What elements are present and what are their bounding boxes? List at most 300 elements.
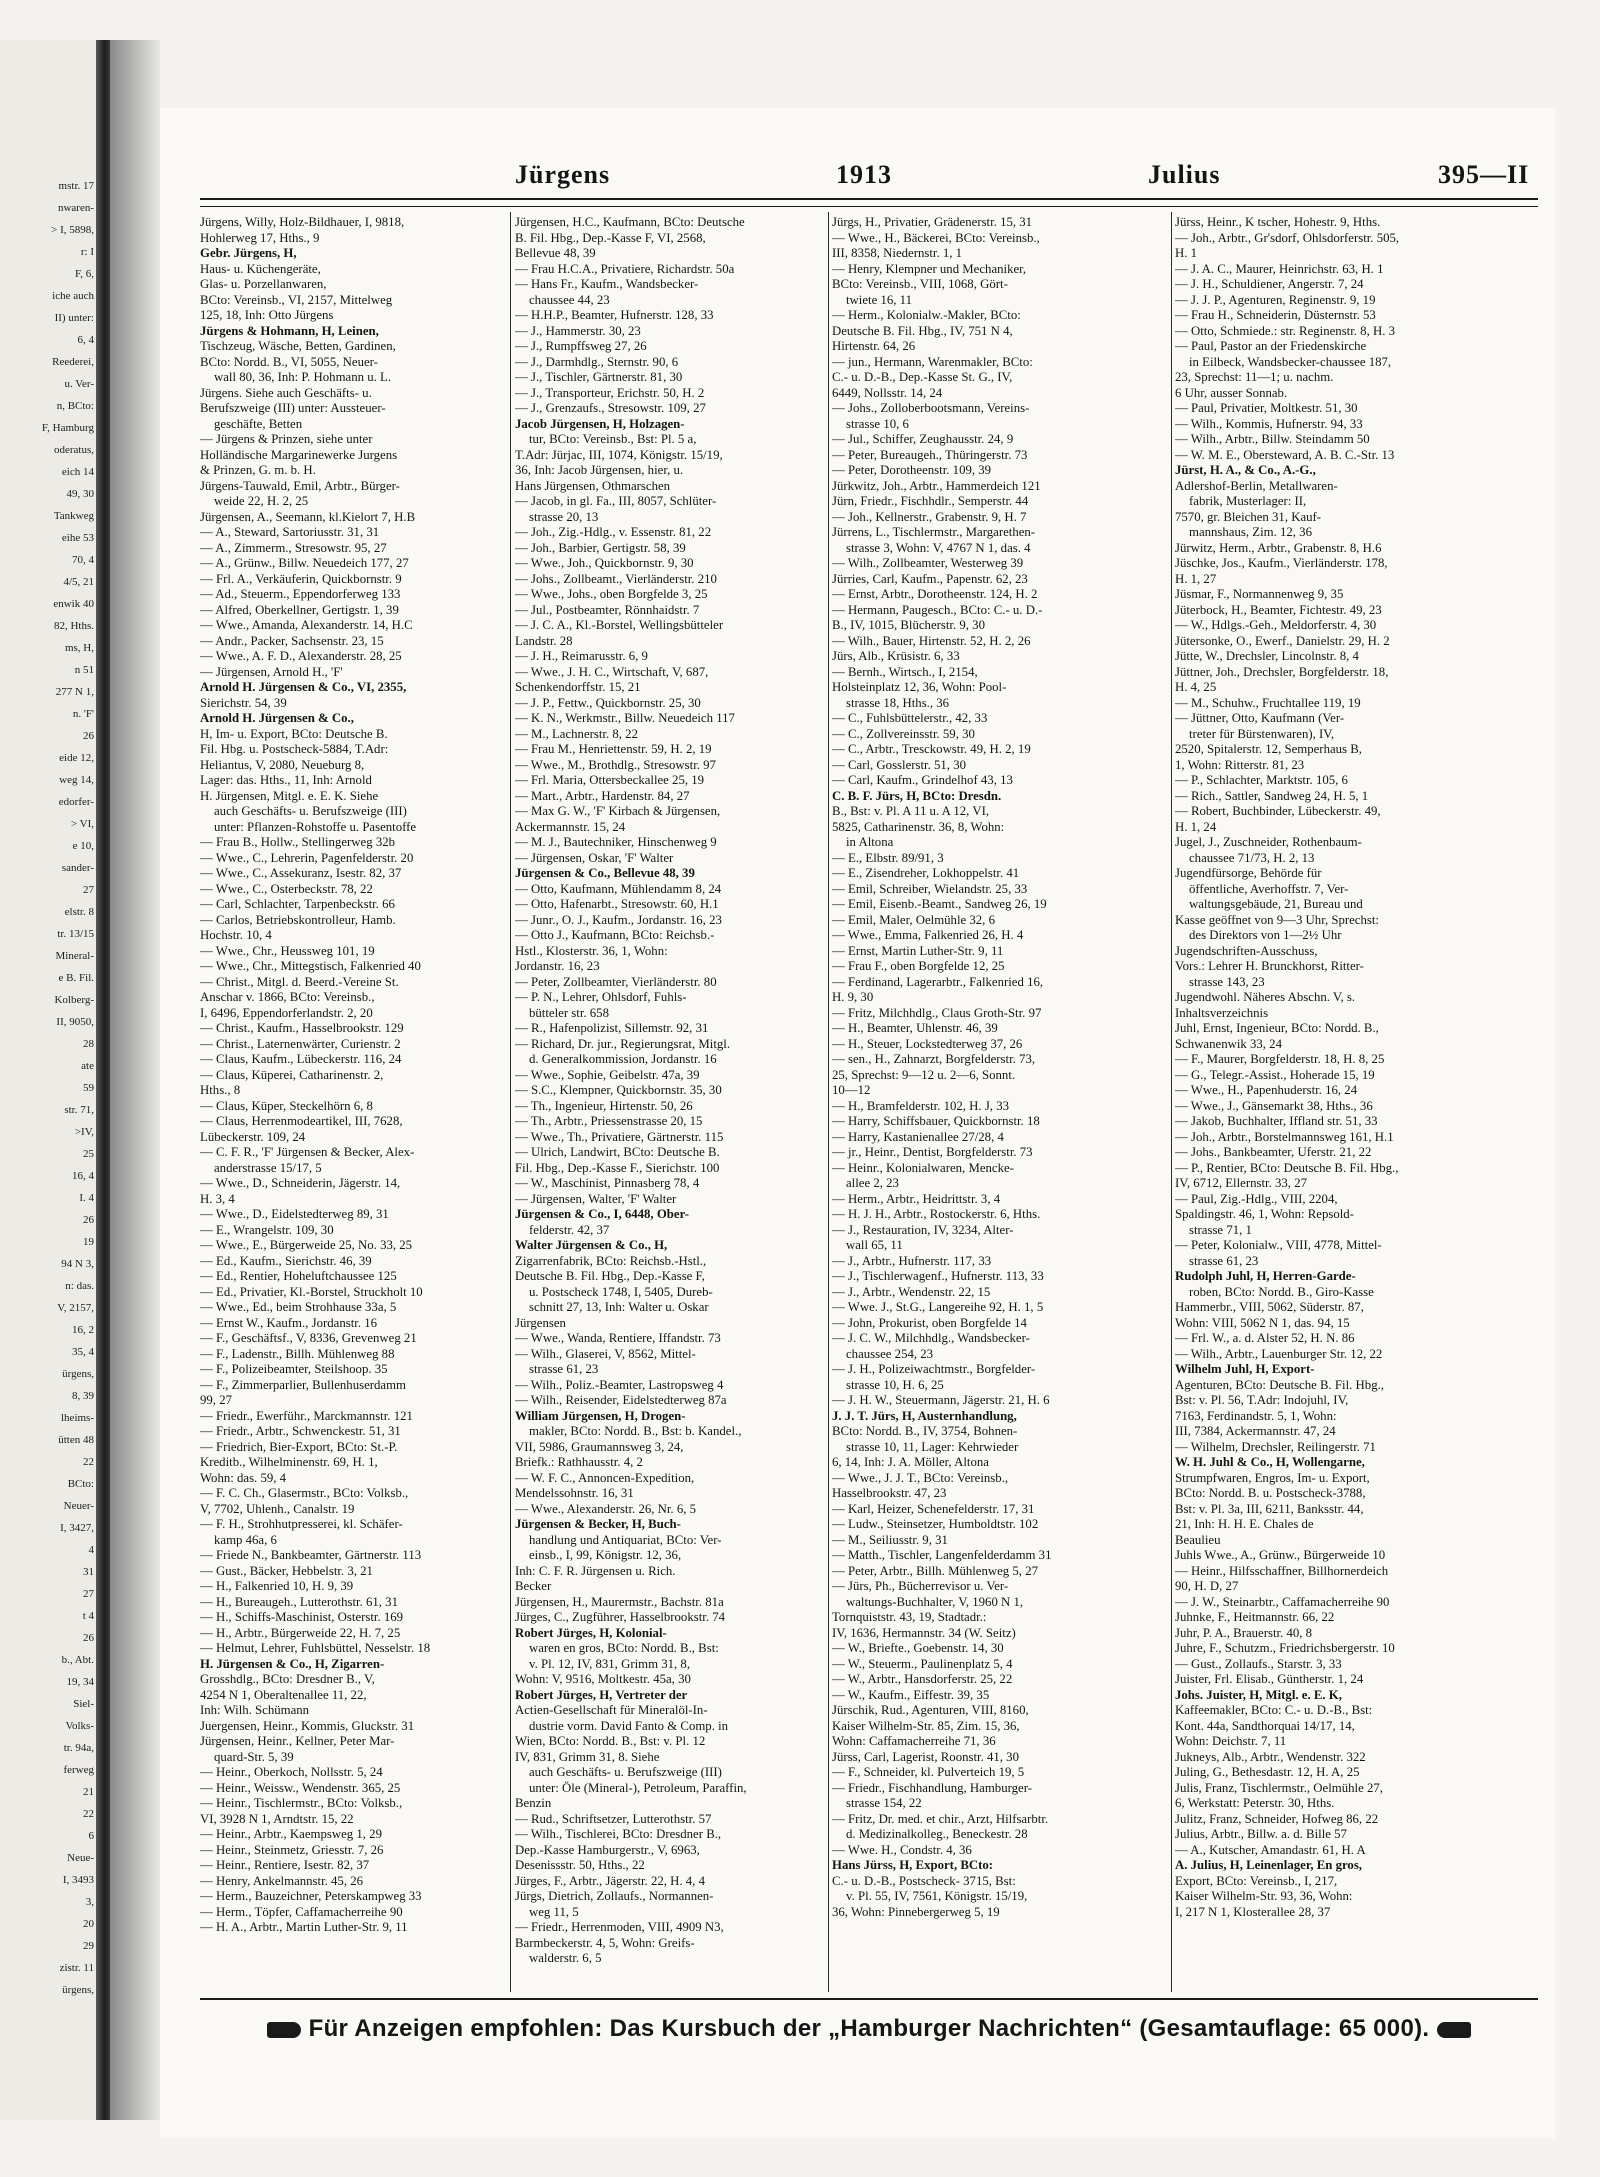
directory-entry-line: chaussee 71/73, H. 2, 13	[1189, 850, 1315, 865]
directory-entry-line: — Wwe., Emma, Falkenried 26, H. 4	[832, 928, 1024, 942]
header-left-name: Jürgens	[515, 160, 611, 189]
previous-page-text: 26	[83, 1632, 94, 1644]
directory-entry-line: — Wwe., Johs., oben Borgfelde 3, 25	[515, 587, 708, 601]
directory-entry-line: — Ed., Kaufm., Sierichstr. 46, 39	[200, 1253, 372, 1268]
directory-entry-line: Jacob Jürgensen, H, Holzagen-	[515, 416, 685, 431]
directory-entry-line: William Jürgensen, H, Drogen-	[515, 1408, 686, 1423]
page-curl-shadow	[110, 40, 160, 2120]
previous-page-text: 27	[83, 1588, 94, 1600]
previous-page-text: I, 3493	[62, 1874, 94, 1886]
directory-entry-line: W. H. Juhl & Co., H, Wollengarne,	[1175, 1455, 1365, 1469]
directory-entry-line: Kasse geöffnet von 9—3 Uhr, Sprechst:	[1175, 912, 1379, 927]
directory-entry-line: 25, Sprechst: 9—12 u. 2—6, Sonnt.	[832, 1067, 1016, 1082]
directory-entry-line: 5825, Catharinenstr. 36, 8, Wohn:	[832, 819, 1005, 834]
directory-entry-line: Hstl., Klosterstr. 36, 1, Wohn:	[515, 943, 668, 958]
directory-entry-line: — E., Elbstr. 89/91, 3	[832, 850, 944, 865]
previous-page-text: F, Hamburg	[41, 422, 94, 434]
header-year: 1913	[836, 160, 892, 189]
directory-entry-line: Barmbeckerstr. 4, 5, Wohn: Greifs-	[515, 1935, 695, 1950]
directory-entry-line: — H., Schiffs-Maschinist, Osterstr. 169	[200, 1610, 404, 1624]
directory-entry-line: Jütte, W., Drechsler, Lincolnstr. 8, 4	[1175, 649, 1359, 663]
directory-entry-line: Jüschke, Jos., Kaufm., Vierländerstr. 178,	[1175, 556, 1388, 570]
previous-page-text: ütten 48	[58, 1434, 94, 1446]
directory-entry-line: B. Fil. Hbg., Dep.-Kasse F, VI, 2568,	[515, 230, 706, 245]
directory-entry-line: 6 Uhr, ausser Sonnab.	[1175, 385, 1288, 400]
directory-entry-line: — Frau H.C.A., Privatiere, Richardstr. 50a	[515, 261, 735, 276]
previous-page-text: ferweg	[63, 1764, 94, 1776]
directory-entry-line: — Wwe., Ed., beim Strohhause 33a, 5	[200, 1300, 397, 1314]
directory-entry-line: — Hans Fr., Kaufm., Wandsbecker-	[515, 277, 699, 291]
previous-page-text: n 51	[74, 664, 94, 676]
directory-entry-line: — W., Arbtr., Hansdorferstr. 25, 22	[832, 1672, 1013, 1686]
directory-entry-line: — Herm., Arbtr., Heidrittstr. 3, 4	[832, 1191, 1001, 1206]
directory-entry-line: — Jakob, Buchhalter, Iffland str. 51, 33	[1175, 1114, 1378, 1128]
directory-entry-line: — Joh., Barbier, Gertigstr. 58, 39	[515, 540, 686, 555]
footer-rule	[200, 1998, 1538, 2000]
directory-entry-line: waltungsgebäude, 21, Bureau und	[1189, 897, 1363, 911]
directory-column-2	[515, 215, 825, 1990]
directory-entry-line: Wohn: Deichstr. 7, 11	[1175, 1734, 1287, 1748]
directory-entry-line: Jürschik, Rud., Agenturen, VIII, 8160,	[832, 1703, 1029, 1717]
directory-entry-line: — W., Hdlgs.-Geh., Meldorferstr. 4, 30	[1175, 618, 1377, 632]
directory-entry-line: — W., Steuerm., Paulinenplatz 5, 4	[832, 1656, 1013, 1671]
previous-page-text: n. 'F'	[72, 708, 94, 720]
directory-entry-line: — Bernh., Wirtsch., I, 2154,	[832, 664, 978, 679]
directory-entry-line: Hochstr. 10, 4	[200, 928, 272, 942]
directory-entry-line: Schwanenwik 33, 24	[1175, 1036, 1282, 1051]
directory-entry-line: strasse 18, Hths., 36	[846, 695, 950, 710]
directory-entry-line: Fil. Hbg., Dep.-Kasse F., Sierichstr. 100	[515, 1160, 720, 1175]
directory-entry-line: — Wilh., Poliz.-Beamter, Lastropsweg 4	[515, 1377, 724, 1392]
directory-entry-line: — W. F. C., Annoncen-Expedition,	[515, 1470, 695, 1485]
directory-entry-line: — J., Rumpffsweg 27, 26	[515, 339, 647, 353]
directory-entry-line: — Wwe., J., Gänsemarkt 38, Hths., 36	[1175, 1098, 1373, 1113]
directory-entry-line: — Junr., O. J., Kaufm., Jordanstr. 16, 23	[515, 912, 722, 927]
directory-entry-line: Zigarrenfabrik, BCto: Reichsb.-Hstl.,	[515, 1253, 707, 1268]
directory-entry-line: — Wwe., D., Eidelstedterweg 89, 31	[200, 1207, 389, 1221]
directory-entry-line: Juhre, F., Schutzm., Friedrichsbergerstr. 10	[1175, 1641, 1395, 1655]
previous-page-text: 19	[83, 1236, 94, 1248]
page-number: 395—II	[1438, 160, 1530, 189]
directory-entry-line: des Direktors von 1—2½ Uhr	[1189, 928, 1342, 942]
directory-entry-line: Actien-Gesellschaft für Mineralöl-In-	[515, 1703, 708, 1717]
directory-entry-line: — Heinr., Tischlermstr., BCto: Volksb.,	[200, 1796, 403, 1810]
directory-entry-line: 99, 27	[200, 1393, 232, 1407]
directory-entry-line: Heliantus, V, 2080, Neueburg 8,	[200, 757, 365, 772]
directory-entry-line: strasse 10, 6	[846, 416, 909, 431]
directory-entry-line: — Wwe., Amanda, Alexanderstr. 14, H.C	[200, 618, 413, 632]
directory-entry-line: Jürgensen & Becker, H, Buch-	[515, 1517, 681, 1531]
directory-entry-line: in Eilbeck, Wandsbecker-chaussee 187,	[1189, 354, 1392, 369]
previous-page-text: 4	[88, 1544, 94, 1556]
previous-page-text: nwaren-	[57, 202, 94, 214]
directory-entry-line: — Wwe., Th., Privatiere, Gärtnerstr. 115	[515, 1129, 724, 1144]
directory-entry-line: — C., Fuhlsbüttelerstr., 42, 33	[832, 711, 988, 725]
directory-entry-line: Jugel, J., Zuschneider, Rothenbaum-	[1175, 835, 1362, 849]
directory-entry-line: — Heinr., Hilfsschaffner, Billhornerdeich	[1175, 1563, 1389, 1578]
directory-entry-line: — Peter, Kolonialw., VIII, 4778, Mittel-	[1175, 1238, 1382, 1252]
directory-entry-line: — J., Arbtr., Hufnerstr. 117, 33	[832, 1253, 992, 1268]
directory-entry-line: — Jürgensen, Oskar, 'F' Walter	[515, 850, 674, 865]
previous-page-text: ürgens,	[62, 1368, 94, 1380]
previous-page-text: 22	[83, 1456, 94, 1468]
directory-entry-line: BCto: Vereinsb., VI, 2157, Mittelweg	[200, 292, 393, 307]
directory-entry-line: — Wwe., H., Bäckerei, BCto: Vereinsb.,	[832, 230, 1040, 245]
directory-entry-line: — H., Beamter, Uhlenstr. 46, 39	[832, 1021, 998, 1035]
previous-page-text: eihe 53	[61, 532, 94, 544]
directory-entry-line: — J. P., Fettw., Quickbornstr. 25, 30	[515, 695, 701, 710]
previous-page-text: Kolberg-	[54, 994, 94, 1006]
directory-entry-line: wall 80, 36, Inh: P. Hohmann u. L.	[214, 370, 392, 384]
directory-entry-line: — J., Tischler, Gärtnerstr. 81, 30	[515, 370, 683, 384]
directory-entry-line: — J., Transporteur, Erichstr. 50, H. 2	[515, 385, 705, 400]
directory-entry-line: bütteler str. 658	[529, 1005, 609, 1020]
directory-entry-line: strasse 143, 23	[1189, 974, 1265, 989]
header-rule	[200, 198, 1538, 200]
directory-entry-line: — A., Grünw., Billw. Neuedeich 177, 27	[200, 556, 409, 570]
directory-entry-line: — Joh., Arbtr., Gr'sdorf, Ohlsdorferstr. 505,	[1175, 230, 1400, 245]
column-divider	[510, 212, 511, 1992]
directory-entry-line: — Herm., Kolonialw.-Makler, BCto:	[832, 308, 1021, 322]
directory-entry-line: waltungs-Buchhalter, V, 1960 N 1,	[846, 1594, 1024, 1609]
directory-entry-line: Lübeckerstr. 109, 24	[200, 1129, 306, 1144]
directory-entry-line: Haus- u. Küchengeräte,	[200, 261, 321, 276]
directory-entry-line: C. B. F. Jürs, H, BCto: Dresdn.	[832, 788, 1002, 803]
directory-entry-line: Desenissstr. 50, Hths., 22	[515, 1858, 645, 1872]
directory-entry-line: Jürgensen & Co., I, 6448, Ober-	[515, 1207, 690, 1221]
directory-entry-line: H. Jürgensen & Co., H, Zigarren-	[200, 1656, 385, 1671]
directory-entry-line: — J. H., Polizeiwachtmstr., Borgfelder-	[832, 1362, 1036, 1376]
previous-page-text: Neue-	[67, 1852, 94, 1864]
directory-entry-line: — Frau H., Schneiderin, Düsternstr. 53	[1175, 308, 1376, 322]
directory-entry-line: Jüsmar, F., Normannenweg 9, 35	[1175, 587, 1344, 601]
directory-entry-line: — Wilh., Arbtr., Billw. Steindamm 50	[1175, 432, 1370, 446]
directory-entry-line: — F., Zimmerparlier, Bullenhuserdamm	[200, 1377, 407, 1392]
directory-entry-line: — Wwe. H., Condstr. 4, 36	[832, 1842, 972, 1857]
previous-page-text: u. Ver-	[64, 378, 94, 390]
directory-entry-line: — Otto, Schmiede.: str. Reginenstr. 8, H. 3	[1175, 323, 1396, 338]
directory-entry-line: Jürgensen	[515, 1315, 566, 1330]
directory-entry-line: Jukneys, Alb., Arbtr., Wendenstr. 322	[1175, 1749, 1366, 1764]
directory-entry-line: — Wwe. J., St.G., Langereihe 92, H. 1, 5	[832, 1300, 1044, 1314]
directory-entry-line: H. 1, 27	[1175, 571, 1217, 586]
previous-page-text: zistr. 11	[59, 1962, 94, 1974]
directory-entry-line: — Robert, Buchbinder, Lübeckerstr. 49,	[1175, 804, 1381, 818]
directory-entry-line: öffentliche, Averhoffstr. 7, Ver-	[1189, 881, 1349, 896]
directory-entry-line: — Jacob, in gl. Fa., III, 8057, Schlüter-	[515, 494, 717, 508]
previous-page-text: elstr. 8	[64, 906, 94, 918]
directory-entry-line: quard-Str. 5, 39	[214, 1749, 294, 1764]
directory-entry-line: — Hermann, Paugesch., BCto: C.- u. D.-	[832, 602, 1043, 617]
directory-entry-line: Juhls Wwe., A., Grünw., Bürgerweide 10	[1175, 1548, 1386, 1562]
directory-entry-line: Anschar v. 1866, BCto: Vereinsb.,	[200, 990, 375, 1004]
directory-entry-line: — Max G. W., 'F' Kirbach & Jürgensen,	[515, 804, 721, 818]
directory-entry-line: d. Generalkommission, Jordanstr. 16	[529, 1052, 717, 1066]
directory-entry-line: Arnold H. Jürgensen & Co.,	[200, 711, 354, 725]
directory-entry-line: — M., Schuhw., Fruchtallee 119, 19	[1175, 695, 1361, 710]
directory-entry-line: — Frau M., Henriettenstr. 59, H. 2, 19	[515, 742, 712, 756]
directory-entry-line: — Claus, Kaufm., Lübeckerstr. 116, 24	[200, 1052, 402, 1066]
directory-entry-line: Julius, Arbtr., Billw. a. d. Bille 57	[1175, 1827, 1347, 1841]
directory-entry-line: Jürgs, H., Privatier, Grädenerstr. 15, 31	[832, 215, 1033, 229]
directory-entry-line: — Heinr., Rentiere, Isestr. 82, 37	[200, 1858, 370, 1872]
directory-entry-line: — Herm., Bauzeichner, Peterskampweg 33	[200, 1889, 422, 1903]
directory-entry-line: Strumpfwaren, Engros, Im- u. Export,	[1175, 1470, 1370, 1485]
directory-entry-line: Jürwitz, Herm., Arbtr., Grabenstr. 8, H.6	[1175, 540, 1382, 555]
directory-entry-line: — Friedrich, Bier-Export, BCto: St.-P.	[200, 1439, 398, 1454]
directory-entry-line: IV, 831, Grimm 31, 8. Siehe	[515, 1749, 660, 1764]
directory-entry-line: — J. H. W., Steuermann, Jägerstr. 21, H. 6	[832, 1393, 1050, 1407]
previous-page-text: F, 6,	[75, 268, 94, 280]
directory-entry-line: Jürss, Carl, Lagerist, Roonstr. 41, 30	[832, 1749, 1019, 1764]
directory-entry-line: — Carl, Gosslerstr. 51, 30	[832, 757, 967, 772]
directory-entry-line: Kaffeemakler, BCto: C.- u. D.-B., Bst:	[1175, 1703, 1373, 1717]
directory-entry-line: Jugendschriften-Ausschuss,	[1175, 943, 1318, 958]
directory-entry-line: — Richard, Dr. jur., Regierungsrat, Mitgl.	[515, 1036, 731, 1051]
directory-entry-line: V, 7702, Uhlenh., Canalstr. 19	[200, 1501, 355, 1516]
directory-entry-line: — Herm., Töpfer, Caffamacherreihe 90	[200, 1904, 403, 1919]
directory-entry-line: — Peter, Dorotheenstr. 109, 39	[832, 463, 992, 477]
directory-entry-line: — Mart., Arbtr., Hardenstr. 84, 27	[515, 788, 690, 803]
directory-entry-line: — J. A. C., Maurer, Heinrichstr. 63, H. 1	[1175, 261, 1384, 276]
directory-entry-line: — Paul, Pastor an der Friedenskirche	[1175, 339, 1367, 353]
directory-entry-line: — Harry, Kastanienallee 27/28, 4	[832, 1129, 1004, 1144]
previous-page-text: weg 14,	[59, 774, 94, 786]
directory-entry-line: — Rud., Schriftsetzer, Lutterothstr. 57	[515, 1811, 712, 1826]
previous-page-text: 25	[83, 1148, 94, 1160]
directory-entry-line: IV, 1636, Hermannstr. 34 (W. Seitz)	[832, 1625, 1016, 1640]
directory-entry-line: — Otto, Hafenarbt., Stresowstr. 60, H.1	[515, 897, 719, 911]
directory-entry-line: — Wwe., J. H. C., Wirtschaft, V, 687,	[515, 664, 709, 679]
directory-entry-line: — Friedr., Herrenmoden, VIII, 4909 N3,	[515, 1920, 724, 1934]
directory-entry-line: — Wwe., Sophie, Geibelstr. 47a, 39	[515, 1067, 700, 1082]
directory-entry-line: Jürgensen, Heinr., Kellner, Peter Mar-	[200, 1734, 395, 1748]
directory-entry-line: — Claus, Küperei, Catharinenstr. 2,	[200, 1067, 384, 1082]
directory-entry-line: — Frl. Maria, Ottersbeckallee 25, 19	[515, 773, 705, 787]
directory-entry-line: — Wilh., Reisender, Eidelstedterweg 87a	[515, 1393, 727, 1407]
directory-entry-line: anderstrasse 15/17, 5	[214, 1160, 322, 1175]
directory-entry-line: Juergensen, Heinr., Kommis, Gluckstr. 31	[200, 1718, 415, 1733]
previous-page-text: oderatus,	[53, 444, 94, 456]
directory-entry-line: twiete 16, 11	[846, 292, 912, 307]
previous-page-text: > I, 5898,	[51, 224, 94, 236]
directory-entry-line: H. 9, 30	[832, 990, 874, 1004]
directory-entry-line: — G., Telegr.-Assist., Hoherade 15, 19	[1175, 1067, 1375, 1082]
directory-entry-line: Kont. 44a, Sandthorquai 14/17, 14,	[1175, 1718, 1355, 1733]
previous-page-text: sander-	[61, 862, 94, 874]
directory-entry-line: 125, 18, Inh: Otto Jürgens	[200, 308, 334, 322]
directory-entry-line: — F., Ladenstr., Billh. Mühlenweg 88	[200, 1346, 395, 1361]
previous-page-text: eide 12,	[59, 752, 94, 764]
directory-entry-line: — Wilh., Zollbeamter, Westerweg 39	[832, 556, 1024, 570]
directory-entry-line: Jürries, Carl, Kaufm., Papenstr. 62, 23	[832, 571, 1028, 586]
directory-entry-line: — P., Rentier, BCto: Deutsche B. Fil. Hbg.,	[1175, 1160, 1399, 1175]
directory-entry-line: Jürges, F., Arbtr., Jägerstr. 22, H. 4, 4	[515, 1873, 705, 1888]
directory-entry-line: treter für Bürstenwaren), IV,	[1189, 726, 1335, 741]
directory-entry-line: — Paul, Privatier, Moltkestr. 51, 30	[1175, 401, 1358, 415]
directory-entry-line: — F. H., Strohhutpresserei, kl. Schäfer-	[200, 1517, 403, 1531]
directory-entry-line: 7163, Ferdinandstr. 5, 1, Wohn:	[1175, 1408, 1337, 1423]
directory-entry-line: Wilhelm Juhl, H, Export-	[1175, 1362, 1315, 1376]
directory-entry-line: — H., Bureaugeh., Lutterothstr. 61, 31	[200, 1594, 398, 1609]
directory-entry-line: BCto: Nordd. B., VI, 5055, Neuer-	[200, 354, 378, 369]
directory-entry-line: 23, Sprechst: 11—1; u. nachm.	[1175, 370, 1334, 384]
footer-text: Für Anzeigen empfohlen: Das Kursbuch der „Hamburger Nachrichten“ (Gesamtauflage: 65 000).	[308, 2015, 1430, 2042]
directory-entry-line: Jordanstr. 16, 23	[515, 959, 600, 973]
directory-entry-line: Jürgensen, A., Seemann, kl.Kielort 7, H.B	[200, 509, 416, 524]
previous-page-text: 27	[83, 884, 94, 896]
directory-entry-line: Gebr. Jürgens, H,	[200, 246, 297, 260]
directory-entry-line: Juhr, P. A., Brauerstr. 40, 8	[1175, 1625, 1313, 1640]
directory-entry-line: — Th., Arbtr., Priessenstrasse 20, 15	[515, 1114, 703, 1128]
directory-entry-line: Hasselbrookstr. 47, 23	[832, 1486, 947, 1500]
directory-entry-line: — H. A., Arbtr., Martin Luther-Str. 9, 11	[200, 1920, 408, 1934]
directory-entry-line: — P., Schlachter, Marktstr. 105, 6	[1175, 773, 1348, 787]
previous-page-text: iche auch	[52, 290, 94, 302]
directory-entry-line: Schenkendorffstr. 15, 21	[515, 680, 641, 694]
directory-entry-line: III, 8358, Niedernstr. 1, 1	[832, 246, 963, 260]
directory-entry-line: & Prinzen, G. m. b. H.	[200, 463, 316, 477]
directory-entry-line: BCto: Nordd. B., IV, 3754, Bohnen-	[832, 1424, 1018, 1438]
directory-entry-line: Jugendfürsorge, Behörde für	[1175, 866, 1322, 880]
directory-entry-line: — Ed., Rentier, Hoheluftchaussee 125	[200, 1269, 397, 1283]
directory-entry-line: — F., Geschäftsf., V, 8336, Grevenweg 21	[200, 1331, 417, 1345]
advertisement-footer	[200, 2012, 1538, 2046]
directory-entry-line: Fil. Hbg. u. Postscheck-5884, T.Adr:	[200, 742, 389, 756]
directory-entry-line: 6, Werkstatt: Peterstr. 30, Hths.	[1175, 1796, 1335, 1810]
directory-entry-line: Wohn: Caffamacherreihe 71, 36	[832, 1734, 996, 1748]
directory-entry-line: Vors.: Lehrer H. Brunckhorst, Ritter-	[1175, 959, 1364, 973]
directory-entry-line: BCto: Nordd. B. u. Postscheck-3788,	[1175, 1486, 1366, 1500]
previous-page-text: 6	[88, 1830, 94, 1842]
directory-entry-line: Jürgensen, H., Maurermstr., Bachstr. 81a	[515, 1594, 724, 1609]
directory-entry-line: — H., Bramfelderstr. 102, H. J, 33	[832, 1098, 1010, 1113]
previous-page-fragment	[0, 40, 110, 2120]
directory-entry-line: chaussee 254, 23	[846, 1346, 934, 1361]
directory-entry-line: Bellevue 48, 39	[515, 246, 596, 260]
directory-entry-line: Jürgensen, H.C., Kaufmann, BCto: Deutsche	[515, 215, 745, 229]
directory-entry-line: — W. M. E., Obersteward, A. B. C.-Str. 13	[1175, 447, 1395, 462]
directory-entry-line: Kaiser Wilhelm-Str. 85, Zim. 15, 36,	[832, 1718, 1020, 1733]
directory-entry-line: — Henry, Klempner und Mechaniker,	[832, 261, 1027, 276]
directory-entry-line: C.- u. D.-B., Dep.-Kasse St. G., IV,	[832, 370, 1013, 384]
directory-entry-line: Julis, Franz, Tischlermstr., Oelmühle 27,	[1175, 1780, 1383, 1795]
directory-entry-line: — Friedr., Ewerführ., Marckmannstr. 121	[200, 1408, 413, 1423]
directory-entry-line: — Wwe., E., Bürgerweide 25, No. 33, 25	[200, 1238, 413, 1252]
directory-entry-line: Export, BCto: Vereinsb., I, 217,	[1175, 1873, 1338, 1888]
directory-entry-line: B., Bst: v. Pl. A 11 u. A 12, VI,	[832, 804, 990, 818]
directory-entry-line: — Paul, Zig.-Hdlg., VIII, 2204,	[1175, 1191, 1338, 1206]
directory-entry-line: — Th., Ingenieur, Hirtenstr. 50, 26	[515, 1098, 693, 1113]
directory-entry-line: — Wilhelm, Drechsler, Reilingerstr. 71	[1175, 1439, 1376, 1454]
directory-entry-line: tur, BCto: Vereinsb., Bst: Pl. 5 a,	[529, 432, 697, 446]
directory-entry-line: — Wilh., Bauer, Hirtenstr. 52, H. 2, 26	[832, 633, 1031, 648]
directory-entry-line: allee 2, 23	[846, 1176, 899, 1190]
directory-entry-line: VI, 3928 N 1, Arndtstr. 15, 22	[200, 1811, 354, 1826]
directory-entry-line: — Fritz, Milchhdlg., Claus Groth-Str. 97	[832, 1005, 1042, 1020]
previous-page-text: > VI,	[70, 818, 94, 830]
directory-entry-line: H. 1	[1175, 246, 1198, 260]
directory-entry-line: — Ferdinand, Lagerarbtr., Falkenried 16,	[832, 974, 1044, 989]
previous-page-text: 35, 4	[72, 1346, 94, 1358]
directory-entry-line: VII, 5986, Graumannsweg 3, 24,	[515, 1439, 684, 1454]
directory-entry-line: — J., Tischlerwagenf., Hufnerstr. 113, 33	[832, 1269, 1044, 1283]
directory-entry-line: — F., Maurer, Borgfelderstr. 18, H. 8, 25	[1175, 1052, 1385, 1066]
directory-entry-line: — Otto J., Kaufmann, BCto: Reichsb.-	[515, 928, 715, 942]
directory-entry-line: kamp 46a, 6	[214, 1532, 277, 1547]
directory-entry-line: unter: Öle (Mineral-), Petroleum, Paraffin,	[529, 1780, 747, 1795]
directory-entry-line: u. Postscheck 1748, I, 5405, Dureb-	[529, 1284, 713, 1299]
previous-page-text: ürgens,	[62, 1984, 94, 1996]
directory-entry-line: Hohlerweg 17, Hths., 9	[200, 230, 320, 245]
directory-entry-line: — Wilh., Glaserei, V, 8562, Mittel-	[515, 1346, 696, 1361]
directory-entry-line: Adlershof-Berlin, Metallwaren-	[1175, 478, 1338, 493]
directory-entry-line: weg 11, 5	[529, 1904, 579, 1919]
directory-entry-line: Robert Jürges, H, Kolonial-	[515, 1625, 667, 1640]
directory-entry-line: Bst: v. Pl. 3a, III, 6211, Banksstr. 44,	[1175, 1501, 1364, 1516]
directory-entry-line: Wohn: das. 59, 4	[200, 1470, 287, 1485]
directory-entry-line: — Friedr., Arbtr., Schwenckestr. 51, 31	[200, 1424, 401, 1438]
directory-entry-line: Holländische Margarinewerke Jurgens	[200, 447, 398, 462]
directory-entry-line: Inhaltsverzeichnis	[1175, 1005, 1269, 1020]
directory-entry-line: — S.C., Klempner, Quickbornstr. 35, 30	[515, 1083, 722, 1097]
previous-page-text: >IV,	[74, 1126, 94, 1138]
directory-entry-line: strasse 61, 23	[1189, 1253, 1259, 1268]
previous-page-text: II, 9050,	[56, 1016, 94, 1028]
directory-entry-line: Deutsche B. Fil. Hbg., IV, 751 N 4,	[832, 323, 1013, 338]
directory-entry-line: T.Adr: Jürjac, III, 1074, Königstr. 15/19,	[515, 447, 723, 462]
directory-entry-line: Juhl, Ernst, Ingenieur, BCto: Nordd. B.,	[1175, 1021, 1379, 1035]
directory-entry-line: Hirtenstr. 64, 26	[832, 339, 916, 353]
directory-entry-line: — jun., Hermann, Warenmakler, BCto:	[832, 354, 1033, 369]
directory-entry-line: 4254 N 1, Oberaltenallee 11, 22,	[200, 1687, 367, 1702]
previous-page-text: Tankweg	[53, 510, 94, 522]
directory-entry-line: H, Im- u. Export, BCto: Deutsche B.	[200, 726, 388, 741]
previous-page-text: n: das.	[65, 1280, 94, 1292]
directory-entry-line: handlung und Antiquariat, BCto: Ver-	[529, 1532, 722, 1547]
directory-entry-line: — Jürgens & Prinzen, siehe unter	[200, 432, 373, 446]
previous-page-text: Reederei,	[52, 356, 94, 368]
previous-page-text: n, BCto:	[56, 400, 94, 412]
directory-entry-line: Kaiser Wilhelm-Str. 93, 36, Wohn:	[1175, 1889, 1353, 1903]
previous-page-text: 49, 30	[66, 488, 94, 500]
previous-page-text: str. 71,	[64, 1104, 94, 1116]
directory-entry-line: — J. J. P., Agenturen, Reginenstr. 9, 19	[1175, 292, 1376, 307]
directory-entry-line: — Heinr., Arbtr., Kaempsweg 1, 29	[200, 1827, 382, 1841]
directory-entry-line: — K. N., Werkmstr., Billw. Neuedeich 117	[515, 711, 735, 725]
directory-entry-line: d. Medizinalkolleg., Beneckestr. 28	[846, 1827, 1028, 1841]
directory-entry-line: B., IV, 1015, Blücherstr. 9, 30	[832, 618, 985, 632]
directory-entry-line: — Wwe., C., Lehrerin, Pagenfelderstr. 20	[200, 850, 414, 865]
directory-entry-line: — H., Arbtr., Bürgerweide 22, H. 7, 25	[200, 1625, 401, 1640]
pointing-hand-icon	[1437, 2022, 1471, 2038]
previous-page-text: 94 N 3,	[61, 1258, 94, 1270]
directory-entry-line: — J., Hammerstr. 30, 23	[515, 323, 641, 338]
header-rule-thin	[200, 206, 1538, 207]
directory-entry-line: Spaldingstr. 46, 1, Wohn: Repsold-	[1175, 1207, 1354, 1221]
directory-entry-line: Inh: C. F. R. Jürgensen u. Rich.	[515, 1563, 676, 1578]
directory-entry-line: — Jürs, Ph., Bücherrevisor u. Ver-	[832, 1579, 1009, 1593]
directory-entry-line: — Wwe., Chr., Mittegstisch, Falkenried 40	[200, 959, 421, 973]
directory-entry-line: — Joh., Arbtr., Borstelmannsweg 161, H.1	[1175, 1129, 1394, 1144]
directory-entry-line: Jürn, Friedr., Fischhdlr., Semperstr. 44	[832, 494, 1029, 508]
directory-entry-line: — J. C. W., Milchhdlg., Wandsbecker-	[832, 1331, 1030, 1345]
directory-entry-line: Bst: v. Pl. 56, T.Adr: Indojuhl, IV,	[1175, 1393, 1349, 1407]
directory-entry-line: Beaulieu	[1175, 1532, 1221, 1547]
directory-entry-line: — F., Schneider, kl. Pulverteich 19, 5	[832, 1765, 1025, 1779]
previous-page-text: II) unter:	[54, 312, 94, 324]
previous-page-text: b., Abt.	[61, 1654, 94, 1666]
